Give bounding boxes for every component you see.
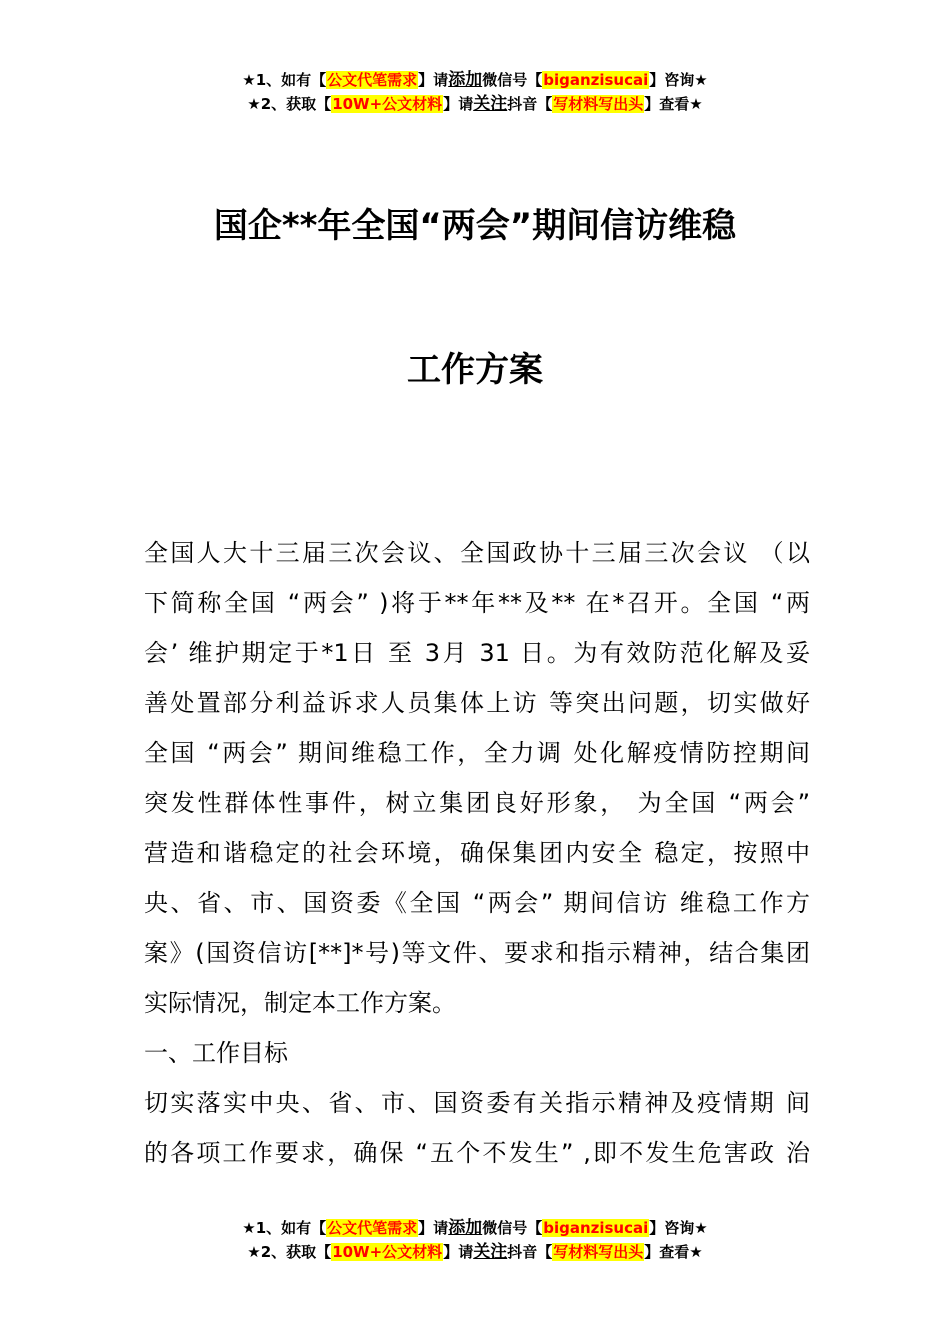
banner-text: 】咨询★ xyxy=(649,1219,708,1237)
body-line: 切实落实中央、省、市、国资委有关指示精神及疫情期 间 xyxy=(144,1089,810,1117)
banner-line-1 xyxy=(0,68,950,92)
banner-line-2 xyxy=(0,1240,950,1264)
header-banner xyxy=(0,68,950,116)
banner-text: 微信号【 xyxy=(482,1219,543,1237)
banner-text: 抖音【 xyxy=(507,95,553,113)
body-line: 央、省、市、国资委《全国 “两会” 期间信访 维稳工作方 xyxy=(144,889,810,917)
document-title-line-1: 国企**年全国“两会”期间信访维稳 xyxy=(213,206,737,246)
body-line: 实际情况，制定本工作方案。 xyxy=(144,989,456,1017)
banner-highlight: 10W+公文材料 xyxy=(332,1243,443,1261)
body-line: 全国 “两会” 期间维稳工作，全力调 处化解疫情防控期间 xyxy=(144,739,810,767)
banner-highlight: 10W+公文材料 xyxy=(332,95,443,113)
body-line: 的各项工作要求，确保 “五个不发生” ,即不发生危害政 治 xyxy=(144,1139,810,1167)
banner-line-1 xyxy=(0,1216,950,1240)
banner-text: 】请 xyxy=(443,95,474,113)
banner-text: 】请 xyxy=(418,71,449,89)
banner-text: 】请 xyxy=(418,1219,449,1237)
banner-underlined: 添加 xyxy=(448,70,483,90)
banner-text: 】咨询★ xyxy=(649,71,708,89)
banner-text: ★2、获取【 xyxy=(247,95,332,113)
banner-text: 】请 xyxy=(443,1243,474,1261)
banner-line-2 xyxy=(0,92,950,116)
footer-banner xyxy=(0,1216,950,1264)
body-line: 营造和谐稳定的社会环境，确保集团内安全 稳定，按照中 xyxy=(144,839,810,867)
body-line: 突发性群体性事件，树立集团良好形象， 为全国 “两会” xyxy=(144,789,810,817)
banner-text: 抖音【 xyxy=(507,1243,553,1261)
body-line: 会’ 维护期定于*1日 至 3月 31 日。为有效防范化解及妥 xyxy=(144,639,810,667)
banner-highlight: 写材料写出头 xyxy=(553,1243,644,1261)
document-body xyxy=(144,528,810,1178)
body-line: 善处置部分利益诉求人员集体上访 等突出问题，切实做好 xyxy=(144,689,810,717)
body-line: 下简称全国 “两会” )将于**年**及** 在*召开。全国 “两 xyxy=(144,589,810,617)
banner-underlined: 关注 xyxy=(473,1242,508,1262)
banner-highlight: biganzisucai xyxy=(543,1219,649,1237)
banner-highlight: 公文代笔需求 xyxy=(327,1219,418,1237)
section-heading: 一、工作目标 xyxy=(144,1039,288,1067)
banner-underlined: 添加 xyxy=(448,1218,483,1238)
body-line: 案》(国资信访[**]*号)等文件、要求和指示精神，结合集团 xyxy=(144,939,810,967)
document-title-line-2: 工作方案 xyxy=(407,350,543,390)
banner-text: 微信号【 xyxy=(482,71,543,89)
banner-text: ★1、如有【 xyxy=(242,71,327,89)
banner-text: ★1、如有【 xyxy=(242,1219,327,1237)
banner-text: ★2、获取【 xyxy=(247,1243,332,1261)
banner-text: 】查看★ xyxy=(644,95,703,113)
banner-highlight: biganzisucai xyxy=(543,71,649,89)
banner-highlight: 写材料写出头 xyxy=(553,95,644,113)
banner-highlight: 公文代笔需求 xyxy=(327,71,418,89)
banner-underlined: 关注 xyxy=(473,94,508,114)
banner-text: 】查看★ xyxy=(644,1243,703,1261)
body-line: 全国人大十三届三次会议、全国政协十三届三次会议 （以 xyxy=(144,539,810,567)
